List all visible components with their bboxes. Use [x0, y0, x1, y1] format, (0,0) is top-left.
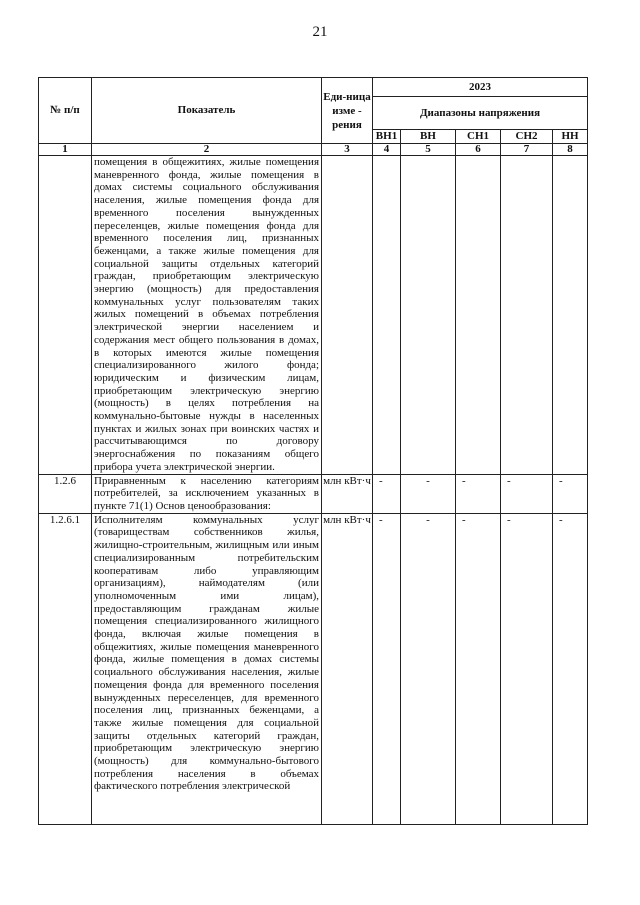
row-unit	[322, 156, 373, 475]
row-unit: млн кВт·ч	[322, 513, 373, 824]
column-number: 8	[553, 144, 588, 156]
table-row	[39, 156, 588, 475]
table-row	[39, 513, 588, 824]
row-value	[373, 156, 401, 475]
row-num: 1.2.6.1	[39, 513, 92, 824]
row-value: -	[373, 513, 401, 824]
row-value	[401, 156, 456, 475]
header-range: НН	[553, 130, 588, 144]
column-number: 2	[92, 144, 322, 156]
header-year: 2023	[373, 78, 588, 97]
header-range: СН2	[501, 130, 553, 144]
column-number: 4	[373, 144, 401, 156]
row-value: -	[401, 513, 456, 824]
column-number: 1	[39, 144, 92, 156]
row-text: Исполнителям коммунальных услуг (товариществам собственников жилья, жилищно-строительным, жилищным или иным специализированным потребительским кооперативам либо управляющим организациям), наймодателям (или уполномоченным ими лицам), предоставляющим гражданам жилые помещения специализированного жилищного фонда, включая жилые помещения в общежитиях, жилые помещения маневренного фонда, жилые помещения в домах системы социального обслуживания населения, жилые помещения фонда для временного поселения вынужденных переселенцев, для временного поселения лиц, признанных беженцами, а также жилые помещения для социальной защиты отдельных категорий граждан, приобретающим электрическую энергию (мощность) для коммунально-бытового потребления населения в объемах фактического потребления электрической	[92, 513, 322, 824]
header-voltage-ranges: Диапазоны напряжения	[373, 97, 588, 130]
data-table	[38, 77, 588, 825]
header-range: СН1	[456, 130, 501, 144]
header-range: ВН1	[373, 130, 401, 144]
row-value: -	[401, 474, 456, 513]
row-value: -	[456, 474, 501, 513]
row-value	[501, 156, 553, 475]
row-num	[39, 156, 92, 475]
header-indicator: Показатель	[92, 78, 322, 144]
column-number: 3	[322, 144, 373, 156]
row-value: -	[456, 513, 501, 824]
row-text: Приравненным к населению категориям потребителей, за исключением указанных в пункте 71(1) Основ ценообразования:	[92, 474, 322, 513]
header-unit: Еди-ница изме - рения	[322, 78, 373, 144]
row-value	[456, 156, 501, 475]
column-number: 5	[401, 144, 456, 156]
column-number: 6	[456, 144, 501, 156]
page-number: 21	[312, 24, 328, 40]
row-text: помещения в общежитиях, жилые помещения маневренного фонда, жилые помещения в домах системы социального обслуживания населения, жилые помещения фонда для временного поселения вынужденных переселенцев, жилые помещения фонда для временного поселения лиц, признанных беженцами, а также жилые помещения для социальной защиты отдельных категорий граждан, приобретающим электрическую энергию (мощность) для предоставления коммунальных услуг пользователям таких жилых помещений в объемах потребления электрической энергии населением и содержания мест общего пользования в домах, в которых имеются жилые помещения специализированного жилого фонда; юридическим и физическим лицам, приобретающим электрическую энергию (мощность) в целях потребления на коммунально-бытовые нужды в населенных пунктах и жилых зонах при воинских частях и рассчитывающимся по договору энергоснабжения по показаниям общего прибора учета электрической энергии.	[92, 156, 322, 475]
header-range: ВН	[401, 130, 456, 144]
header-num: № п/п	[39, 78, 92, 144]
row-value	[553, 156, 588, 475]
row-value: -	[501, 474, 553, 513]
row-num: 1.2.6	[39, 474, 92, 513]
row-value: -	[373, 474, 401, 513]
row-value: -	[501, 513, 553, 824]
row-value: -	[553, 513, 588, 824]
column-number: 7	[501, 144, 553, 156]
row-unit: млн кВт·ч	[322, 474, 373, 513]
table-row	[39, 474, 588, 513]
row-value: -	[553, 474, 588, 513]
